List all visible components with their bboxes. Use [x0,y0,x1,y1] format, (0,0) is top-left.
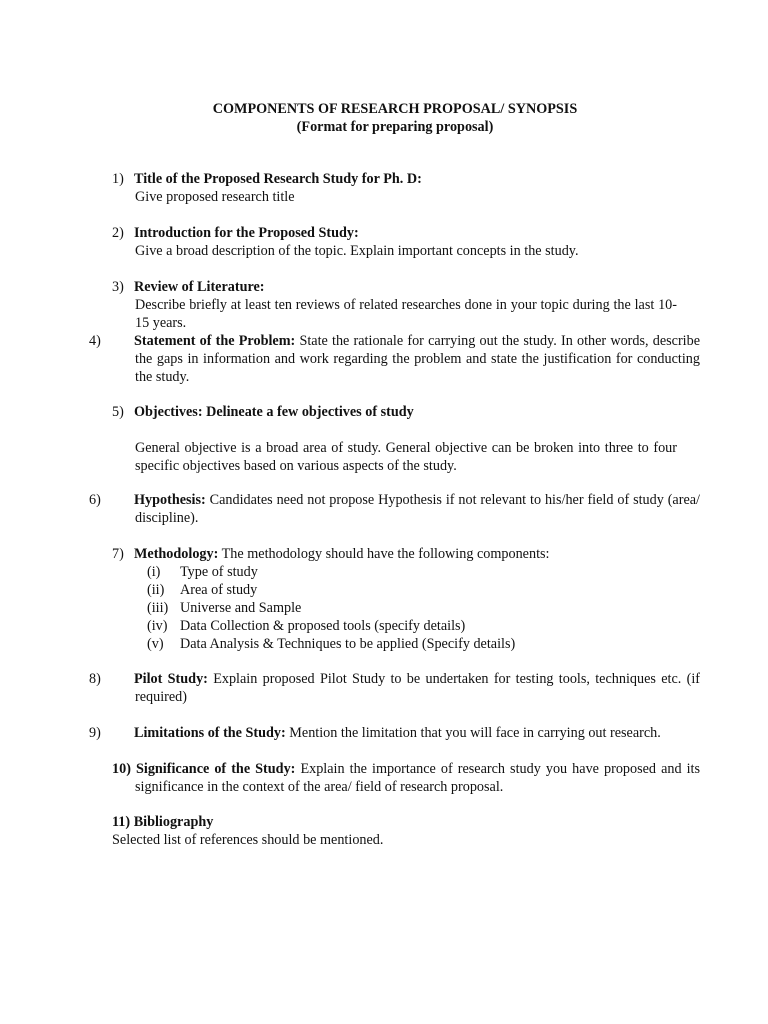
section-heading: Pilot Study: [134,671,208,687]
section-9 [89,724,700,742]
section-number: 10) [112,761,131,777]
section-number: 9) [89,725,101,741]
section-heading: Limitations of the Study: [134,725,286,741]
section-3 [112,278,677,332]
section-8 [89,670,700,706]
section-body: State the rationale for carrying out the study. In other words, describe the gaps in information and work regarding the problem and state the justification for conducting the study. [135,333,701,385]
list-item: (v) Data Analysis & Techniques to be applied (Specify details) [147,636,516,652]
section-7 [112,545,677,653]
section-heading: 1) Title of the Proposed Research Study for Ph. D: [112,171,422,187]
section-body: Describe briefly at least ten reviews of related researches done in your topic during the last 10-15 years. [135,297,677,331]
section-body: General objective is a broad area of study. General objective can be broken into three to four specific objectives based on various aspects of the study. [135,440,677,474]
document-header [0,100,768,136]
section-heading: Statement of the Problem: [134,333,296,349]
section-heading: 11) Bibliography [112,814,214,830]
list-item: (iv) Data Collection & proposed tools (specify details) [147,618,466,634]
section-number: 6) [89,492,101,508]
section-body: Explain proposed Pilot Study to be undertaken for testing tools, techniques etc. (if required) [135,671,700,705]
section-10 [112,760,700,796]
section-body: Give proposed research title [135,189,295,205]
list-item: (iii) Universe and Sample [147,600,302,616]
section-heading: Hypothesis: [134,492,206,508]
methodology-list [147,563,677,653]
list-item: (i) Type of study [147,564,258,580]
section-heading: 7) Methodology: The methodology should have the following components: [112,546,550,562]
section-heading: 2) Introduction for the Proposed Study: [112,225,359,241]
section-11 [112,813,677,849]
section-body: Candidates need not propose Hypothesis if not relevant to his/her field of study (area/ discipline). [135,492,700,526]
section-number: 8) [89,671,101,687]
section-number: 4) [89,333,101,349]
section-1 [112,170,677,206]
section-6 [89,491,700,527]
section-body: Selected list of references should be mentioned. [112,832,384,848]
document-subtitle: (Format for preparing proposal) [296,119,494,135]
section-4 [89,332,701,386]
section-heading: Significance of the Study: [135,761,296,777]
section-heading: 3) Review of Literature: [112,279,265,295]
document-title: COMPONENTS OF RESEARCH PROPOSAL/ SYNOPSIS [212,101,578,117]
section-body: Explain the importance of research study you have proposed and its significance in the context of the area/ field of research proposal. [135,761,701,795]
section-heading: 5) Objectives: Delineate a few objectives of study [112,404,414,420]
list-item: (ii) Area of study [147,582,258,598]
section-5 [112,403,677,475]
section-body: Give a broad description of the topic. Explain important concepts in the study. [135,243,579,259]
section-2 [112,224,677,260]
section-body: Mention the limitation that you will face in carrying out research. [289,725,661,741]
